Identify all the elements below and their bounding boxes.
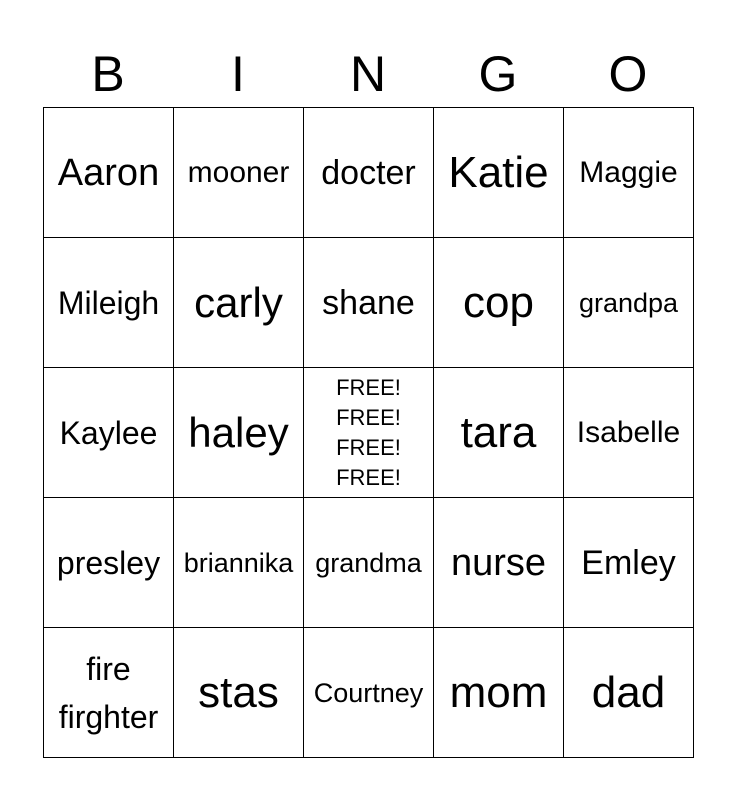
cell-text: grandpa xyxy=(578,287,679,318)
bingo-cell xyxy=(434,108,564,238)
cell-text: presley xyxy=(56,544,161,581)
free-space-cell xyxy=(304,368,434,498)
cell-text: Courtney xyxy=(313,677,424,708)
bingo-cell xyxy=(434,498,564,628)
cell-text: fire firghter xyxy=(58,650,159,735)
cell-text: docter xyxy=(321,153,416,192)
bingo-cell xyxy=(434,628,564,758)
bingo-cell xyxy=(44,628,174,758)
cell-text: stas xyxy=(198,667,279,717)
cell-text: briannika xyxy=(183,547,294,578)
cell-text: Mileigh xyxy=(57,284,160,321)
header-letter-n: N xyxy=(349,46,387,102)
bingo-cell xyxy=(564,368,694,498)
bingo-cell xyxy=(564,108,694,238)
bingo-card-grid xyxy=(43,107,694,758)
bingo-cell xyxy=(304,628,434,758)
cell-text: Kaylee xyxy=(59,414,158,451)
cell-text: Aaron xyxy=(57,151,160,194)
bingo-cell xyxy=(174,238,304,368)
header-letter-g: G xyxy=(478,46,518,102)
bingo-cell xyxy=(174,108,304,238)
bingo-cell xyxy=(44,368,174,498)
bingo-cell xyxy=(174,368,304,498)
bingo-cell xyxy=(434,238,564,368)
bingo-cell xyxy=(174,498,304,628)
bingo-cell xyxy=(434,368,564,498)
free-space-text: FREE! FREE! FREE! FREE! xyxy=(336,374,401,490)
cell-text: Isabelle xyxy=(576,415,681,449)
cell-text: nurse xyxy=(450,541,547,584)
cell-text: cop xyxy=(463,277,534,327)
cell-text: dad xyxy=(591,667,666,717)
bingo-cell xyxy=(44,108,174,238)
bingo-header xyxy=(43,42,693,106)
bingo-cell xyxy=(304,238,434,368)
cell-text: mooner xyxy=(187,155,290,189)
bingo-cell xyxy=(174,628,304,758)
cell-text: mom xyxy=(449,667,548,717)
bingo-cell xyxy=(564,628,694,758)
bingo-cell xyxy=(564,498,694,628)
header-letter-b: B xyxy=(91,46,125,102)
bingo-cell xyxy=(304,498,434,628)
cell-text: Maggie xyxy=(579,155,678,189)
header-letter-i: I xyxy=(231,46,245,102)
cell-text: tara xyxy=(460,407,537,457)
cell-text: Katie xyxy=(448,147,549,197)
cell-text: Emley xyxy=(581,543,676,582)
cell-text: carly xyxy=(194,278,283,326)
bingo-cell xyxy=(44,498,174,628)
cell-text: shane xyxy=(322,283,415,322)
bingo-cell xyxy=(44,238,174,368)
bingo-cell xyxy=(564,238,694,368)
bingo-cell xyxy=(304,108,434,238)
cell-text: grandma xyxy=(315,547,422,578)
header-letter-o: O xyxy=(608,46,648,102)
cell-text: haley xyxy=(188,408,289,456)
